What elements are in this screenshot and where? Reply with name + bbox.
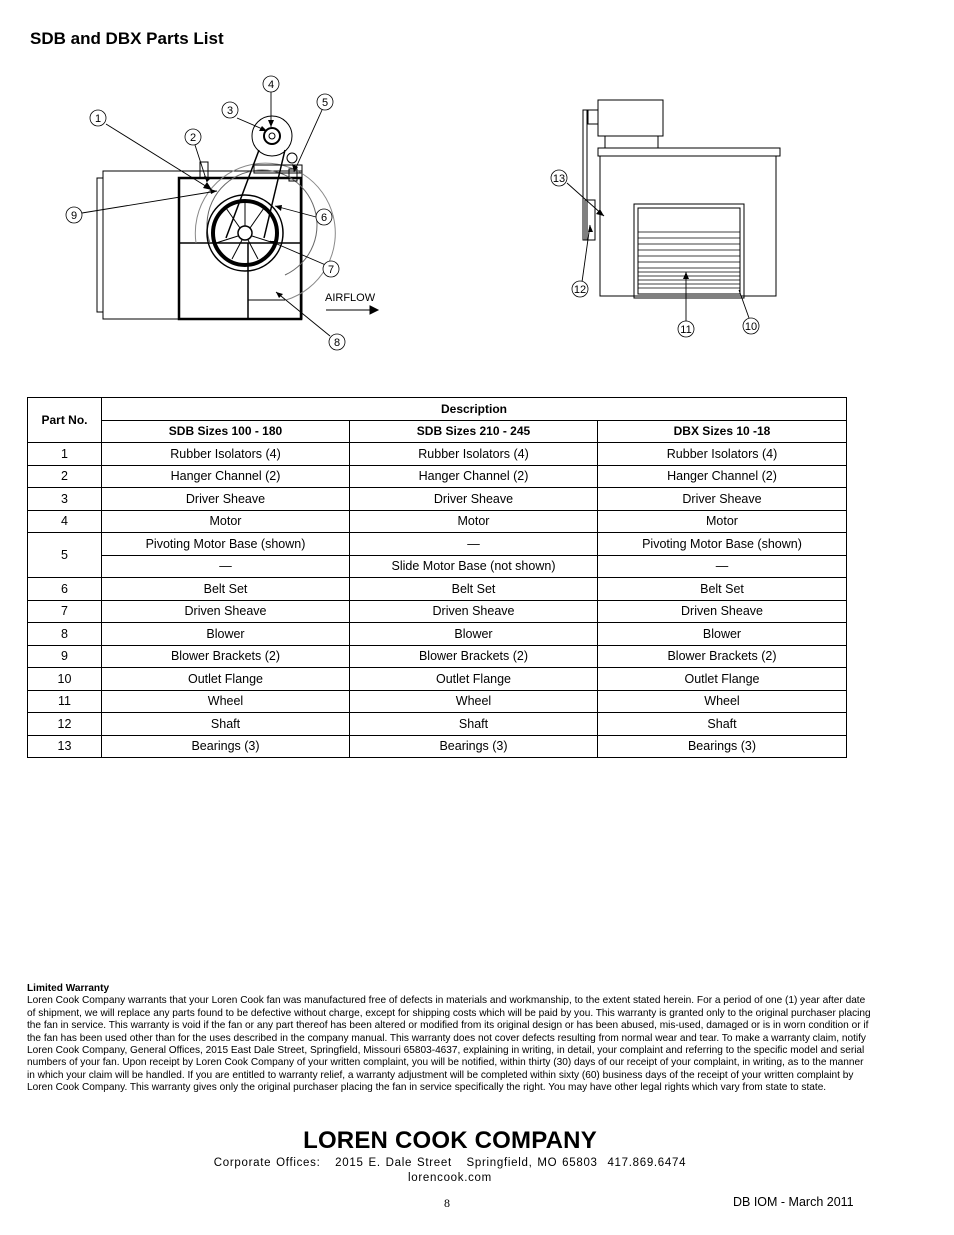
table-cell: Blower Brackets (2) [102,645,350,668]
table-cell: Wheel [102,690,350,713]
part-number: 7 [28,600,102,623]
table-cell: — [102,555,350,578]
warranty-body: Loren Cook Company warrants that your Loren Cook fan was manufactured free of defects in materials and workmanship, to the extent stated herein. For a period of one (1) year after date of shipment, we will replace any parts found to be defective without charge, except for shipping costs which will be paid by you. This warranty is granted only to the original purchaser placing the fan in service. This warranty is void if the fan or any part thereof has been altered or modified from its original design or has been abused, mis-used, damaged or is in worn condition or if the fan has been used other than for the uses described in the company manual. This warranty does not cover defects resulting from normal wear and tear. To make a warranty claim, notify Loren Cook Company, General Offices, 2015 East Dale Street, Springfield, Missouri 65803-4637, explaining in writing, in detail, your complaint and referring to the specific model and serial numbers of your fan. Upon receipt by Loren Cook Company of your written complaint, you will be notified, within thirty (30) days of our receipt of your complaint, in writing, as to the manner in which your claim will be handled. If you are entitled to warranty relief, a warranty adjustment will be completed within sixty (60) business days of the receipt of your written complaint by Loren Cook Company. This warranty gives only the original purchaser placing the fan in service specifically the right. You may have other legal rights which vary from state to state. [27,995,871,1094]
callout-10: 10 [744,321,758,333]
callout-8: 8 [333,337,341,349]
callout-5: 5 [321,97,329,109]
table-cell: Driver Sheave [102,488,350,511]
header-part-no: Part No. [28,398,102,443]
parts-table [27,397,847,758]
table-row [28,443,847,466]
table-cell: Pivoting Motor Base (shown) [598,533,847,556]
table-cell: Shaft [598,713,847,736]
table-cell: Motor [598,510,847,533]
table-cell: Wheel [350,690,598,713]
table-row [28,690,847,713]
table-row [28,735,847,758]
callout-13: 13 [552,173,566,185]
table-cell: Outlet Flange [102,668,350,691]
callout-3: 3 [226,105,234,117]
table-row [28,555,847,578]
callout-1: 1 [94,113,102,125]
callout-layer [0,0,954,380]
part-number: 6 [28,578,102,601]
table-cell: — [350,533,598,556]
table-header-row [28,398,847,421]
table-cell: Blower [350,623,598,646]
part-number: 9 [28,645,102,668]
company-address: Corporate Offices: 2015 E. Dale Street Springfield, MO 65803 417.869.6474 [213,1157,687,1169]
callout-12: 12 [573,284,587,296]
table-cell: Rubber Isolators (4) [598,443,847,466]
part-number: 8 [28,623,102,646]
table-subheader-row [28,420,847,443]
warranty-section [27,983,872,1095]
table-cell: Driven Sheave [598,600,847,623]
table-cell: Belt Set [102,578,350,601]
table-cell: Hanger Channel (2) [598,465,847,488]
callout-9: 9 [70,210,78,222]
table-row [28,645,847,668]
callout-11: 11 [680,324,692,336]
part-number: 1 [28,443,102,466]
table-row [28,533,847,556]
table-row [28,668,847,691]
part-number: 13 [28,735,102,758]
table-cell: Bearings (3) [350,735,598,758]
airflow-label: AIRFLOW [325,292,376,304]
header-sdb-100-180: SDB Sizes 100 - 180 [102,420,350,443]
page-number: 8 [444,1196,450,1210]
part-number: 4 [28,510,102,533]
table-cell: Belt Set [350,578,598,601]
table-cell: — [598,555,847,578]
part-number: 5 [28,533,102,578]
page-title: SDB and DBX Parts List [30,29,224,48]
table-row [28,578,847,601]
header-dbx-10-18: DBX Sizes 10 -18 [598,420,847,443]
table-cell: Motor [102,510,350,533]
table-cell: Slide Motor Base (not shown) [350,555,598,578]
table-cell: Belt Set [598,578,847,601]
table-cell: Outlet Flange [598,668,847,691]
table-cell: Blower [102,623,350,646]
table-cell: Driver Sheave [598,488,847,511]
table-cell: Bearings (3) [102,735,350,758]
table-cell: Blower [598,623,847,646]
table-cell: Driven Sheave [350,600,598,623]
table-cell: Bearings (3) [598,735,847,758]
table-row [28,488,847,511]
callout-6: 6 [320,212,328,224]
table-row [28,713,847,736]
header-sdb-210-245: SDB Sizes 210 - 245 [350,420,598,443]
callout-4: 4 [267,79,275,91]
part-number: 10 [28,668,102,691]
part-number: 12 [28,713,102,736]
table-cell: Hanger Channel (2) [350,465,598,488]
warranty-title: Limited Warranty [27,983,110,994]
table-cell: Motor [350,510,598,533]
part-number: 2 [28,465,102,488]
company-website: lorencook.com [408,1172,492,1184]
table-cell: Driver Sheave [350,488,598,511]
table-row [28,465,847,488]
table-cell: Hanger Channel (2) [102,465,350,488]
table-cell: Wheel [598,690,847,713]
table-row [28,623,847,646]
company-logo: LOREN COOK COMPANY [303,1127,597,1154]
part-number: 11 [28,690,102,713]
table-cell: Shaft [102,713,350,736]
table-cell: Blower Brackets (2) [350,645,598,668]
table-cell: Shaft [350,713,598,736]
table-cell: Outlet Flange [350,668,598,691]
callout-2: 2 [189,132,197,144]
table-cell: Blower Brackets (2) [598,645,847,668]
table-cell: Driven Sheave [102,600,350,623]
table-cell: Pivoting Motor Base (shown) [102,533,350,556]
document-reference: DB IOM - March 2011 [733,1195,854,1209]
header-description: Description [102,398,847,421]
table-row [28,510,847,533]
table-cell: Rubber Isolators (4) [102,443,350,466]
part-number: 3 [28,488,102,511]
callout-7: 7 [327,264,335,276]
table-row [28,600,847,623]
table-cell: Rubber Isolators (4) [350,443,598,466]
